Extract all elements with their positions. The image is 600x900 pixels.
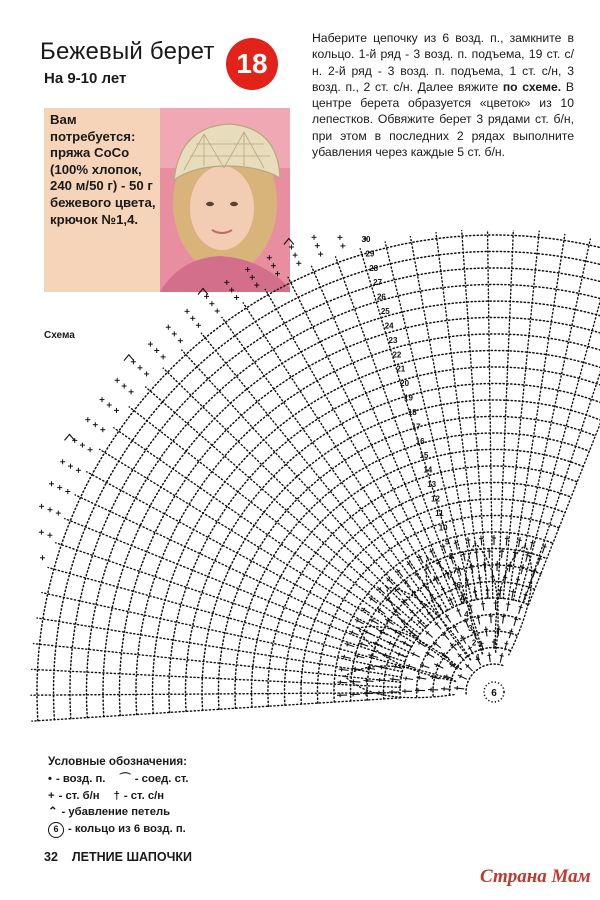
double-crochet-post xyxy=(337,682,347,683)
double-crochet-post xyxy=(458,675,467,679)
double-crochet-post xyxy=(463,551,465,561)
double-crochet-bar xyxy=(422,664,423,668)
double-crochet-post xyxy=(502,548,503,558)
double-crochet-post xyxy=(476,549,477,559)
double-crochet-bar xyxy=(393,677,394,681)
double-crochet-bar xyxy=(516,579,520,580)
instructions-text xyxy=(312,30,574,160)
legend-single-crochet: - ст. б/н xyxy=(58,789,100,802)
double-crochet-bar xyxy=(408,664,409,668)
double-crochet-post xyxy=(506,536,507,546)
double-crochet-post xyxy=(512,589,514,599)
materials-text: Вам потребуется: пряжа CoCo (100% хлопок, 240 м/50 г) - 50 г бежевого цвета, крючок №1,4. xyxy=(50,112,156,227)
double-crochet-bar xyxy=(361,642,362,646)
row-number: 1 xyxy=(475,653,481,662)
double-crochet-bar xyxy=(484,629,488,630)
double-crochet-bar xyxy=(508,565,512,566)
instructions-part-2: В центре берета образуется «цветок» из 10 лепестков. Обвяжите берет 3 рядами ст. б/н, при этом в последних 2 рядах выполните убавления через каждые 5 ст. б/н. xyxy=(312,79,574,160)
mesh-spoke xyxy=(312,263,457,605)
double-crochet-bar xyxy=(518,540,522,541)
section-name: ЛЕТНИЕ ШАПОЧКИ xyxy=(71,850,192,864)
double-crochet-bar xyxy=(521,567,525,568)
row-number: 21 xyxy=(396,364,406,374)
mesh-spoke xyxy=(336,257,462,604)
double-crochet-post xyxy=(396,653,405,657)
double-crochet-post xyxy=(390,679,400,680)
double-crochet-post xyxy=(339,669,349,670)
mesh-ring xyxy=(169,364,600,712)
row-number: 25 xyxy=(380,307,390,317)
row-number: 8 xyxy=(448,552,454,562)
double-crochet-post xyxy=(350,681,360,682)
double-crochet-post xyxy=(526,552,528,562)
slip-stitch-symbol: ⌒ xyxy=(119,772,131,785)
legend-row-3 xyxy=(48,804,268,821)
legend-row-4 xyxy=(48,821,268,838)
row-number: 2 xyxy=(471,638,477,648)
row-number: 9 xyxy=(444,537,450,547)
double-crochet-bar xyxy=(468,606,472,607)
double-crochet-post xyxy=(509,562,510,572)
double-crochet-bar xyxy=(481,604,485,605)
double-crochet-post xyxy=(500,587,501,597)
row-number: 29 xyxy=(365,249,375,259)
double-crochet-post xyxy=(454,688,464,689)
double-crochet-bar xyxy=(355,667,356,671)
ring-symbol: 6 xyxy=(48,822,64,838)
center-ring-label: 6 xyxy=(491,688,497,699)
row-number: 22 xyxy=(392,350,402,360)
double-crochet-bar xyxy=(487,655,491,656)
double-crochet-bar xyxy=(519,607,523,608)
legend-row-2 xyxy=(48,788,268,805)
legend xyxy=(48,754,268,838)
double-crochet-post xyxy=(468,537,470,547)
legend-decrease: - убавление петель xyxy=(61,806,171,819)
double-crochet-post xyxy=(418,554,423,563)
double-crochet-post xyxy=(426,653,435,658)
double-crochet-bar xyxy=(385,653,386,657)
legend-slip-stitch: - соед. ст. xyxy=(134,772,189,785)
double-crochet-bar xyxy=(419,676,420,680)
row-number: 18 xyxy=(407,408,417,417)
row-number: 16 xyxy=(415,436,425,446)
scheme-label: Схема xyxy=(44,330,75,341)
double-crochet-post xyxy=(364,681,374,682)
double-crochet-bar xyxy=(460,674,462,678)
row-number: 28 xyxy=(369,263,379,273)
row-number: 14 xyxy=(423,465,433,475)
double-crochet-bar xyxy=(368,666,369,670)
double-crochet-post xyxy=(486,627,487,637)
row-number: 7 xyxy=(452,566,458,576)
double-crochet-bar xyxy=(530,542,534,543)
decrease-mark xyxy=(124,355,134,361)
double-crochet-post xyxy=(523,592,526,602)
double-crochet-post xyxy=(507,601,509,611)
double-crochet-bar xyxy=(436,663,438,667)
double-crochet-bar xyxy=(514,619,518,620)
double-crochet-bar xyxy=(351,631,353,635)
row-number: 5 xyxy=(460,595,465,605)
double-crochet-bar xyxy=(457,568,461,569)
decrease-symbol: ⌃ xyxy=(48,806,58,819)
row-number: 26 xyxy=(376,292,386,302)
decrease-mark xyxy=(198,289,208,295)
double-crochet-post xyxy=(364,631,373,635)
double-crochet-bar xyxy=(466,540,470,541)
double-crochet-bar xyxy=(347,643,348,647)
single-crochet-symbol: + xyxy=(48,789,55,802)
mesh-spoke xyxy=(524,253,600,603)
double-crochet-bar xyxy=(437,561,441,563)
double-crochet-bar xyxy=(341,668,342,672)
row-number: 24 xyxy=(384,321,394,331)
double-crochet-bar xyxy=(454,542,458,543)
row-number: 6 xyxy=(456,580,461,590)
row-number: 20 xyxy=(400,379,410,389)
double-crochet-bar xyxy=(513,552,517,553)
double-crochet-bar xyxy=(511,591,515,592)
double-crochet-post xyxy=(498,626,499,636)
double-crochet-post xyxy=(487,587,488,597)
double-crochet-bar xyxy=(505,643,509,644)
watermark: Страна Мам xyxy=(480,866,591,887)
article-title: Бежевый берет xyxy=(40,38,215,65)
double-crochet-bar xyxy=(470,566,474,567)
instructions-part-1: Наберите цепочку из 6 возд. п., замкните в кольцо. 1-й ряд - 3 возд. п. подъема, 19 ст. с/н. 2-й ряд - 3 возд. п. подъема, 1 ст. с/н, 3 возд. п., 2 ст. с/н. Далее вяжите xyxy=(312,31,574,94)
legend-double-crochet: - ст. с/н xyxy=(123,789,165,802)
pattern-number-badge: 18 xyxy=(226,38,278,90)
mesh-ring xyxy=(252,449,584,707)
double-crochet-bar xyxy=(502,616,506,617)
double-crochet-bar xyxy=(406,677,407,681)
double-crochet-post xyxy=(479,575,480,585)
double-crochet-post xyxy=(483,601,484,611)
decrease-mark xyxy=(65,434,75,440)
double-crochet-post xyxy=(453,624,458,633)
row-number: 23 xyxy=(388,335,398,345)
double-crochet-post xyxy=(519,604,522,614)
row-number: 13 xyxy=(427,480,437,489)
double-crochet-post xyxy=(352,668,362,670)
decrease-mark xyxy=(284,239,294,245)
mesh-ring xyxy=(54,251,600,719)
row-number: 12 xyxy=(431,494,440,504)
double-crochet-bar xyxy=(526,555,530,556)
double-crochet-post xyxy=(345,644,355,647)
double-crochet-bar xyxy=(389,641,391,645)
mesh-ring xyxy=(136,334,600,715)
double-crochet-post xyxy=(402,641,411,646)
row-number: 11 xyxy=(435,508,444,518)
double-crochet-post xyxy=(355,619,364,624)
double-crochet-bar xyxy=(457,610,461,612)
double-crochet-post xyxy=(481,536,482,546)
double-crochet-bar xyxy=(462,554,466,555)
legend-title: Условные обозначения: xyxy=(48,755,187,768)
age-range: На 9-10 лет xyxy=(44,70,127,87)
double-crochet-bar xyxy=(395,665,396,669)
double-crochet-bar xyxy=(543,546,547,547)
double-crochet-post xyxy=(503,614,504,624)
double-crochet-bar xyxy=(344,655,345,659)
double-crochet-bar xyxy=(474,552,478,553)
page-footer xyxy=(44,850,192,864)
double-crochet-bar xyxy=(509,631,513,632)
double-crochet-post xyxy=(500,653,502,663)
row-number: 3 xyxy=(468,624,473,634)
double-crochet-post xyxy=(538,556,541,566)
double-crochet-bar xyxy=(413,652,415,656)
double-crochet-post xyxy=(461,635,466,644)
double-crochet-post xyxy=(470,603,473,613)
legend-row-1 xyxy=(48,771,268,788)
mesh-spoke xyxy=(265,289,447,610)
row-number: 30 xyxy=(361,235,371,244)
double-crochet-post xyxy=(359,643,368,646)
mesh-ring xyxy=(70,268,600,719)
double-crochet-bar xyxy=(473,591,477,592)
row-number: 27 xyxy=(373,278,383,288)
double-crochet-post xyxy=(441,689,451,690)
double-crochet-bar xyxy=(449,599,453,601)
double-crochet-post xyxy=(457,608,461,617)
double-crochet-bar xyxy=(500,655,504,656)
double-crochet-post xyxy=(403,678,413,680)
double-crochet-symbol: † xyxy=(113,789,120,802)
row-number: 19 xyxy=(404,393,413,403)
double-crochet-bar xyxy=(366,630,368,634)
double-crochet-bar xyxy=(476,617,480,618)
double-crochet-bar xyxy=(506,604,510,605)
instructions-bold: по схеме. xyxy=(502,79,562,94)
page-number: 32 xyxy=(44,850,58,864)
row-number: 17 xyxy=(411,422,421,432)
row-number: 15 xyxy=(419,451,429,461)
mesh-spoke xyxy=(385,242,472,601)
chain-symbol: • xyxy=(48,772,52,785)
legend-chain: - возд. п. xyxy=(55,772,106,785)
double-crochet-bar xyxy=(478,578,482,579)
double-crochet-bar xyxy=(381,665,382,669)
mesh-ring xyxy=(202,400,600,710)
double-crochet-bar xyxy=(430,551,434,553)
double-crochet-post xyxy=(489,652,490,662)
row-number: 4 xyxy=(464,609,469,619)
double-crochet-post xyxy=(377,680,387,681)
legend-ring: - кольцо из 6 возд. п. xyxy=(68,823,186,836)
double-crochet-bar xyxy=(357,654,358,658)
double-crochet-post xyxy=(411,653,420,657)
row-number: 10 xyxy=(438,523,448,533)
double-crochet-post xyxy=(519,537,521,547)
